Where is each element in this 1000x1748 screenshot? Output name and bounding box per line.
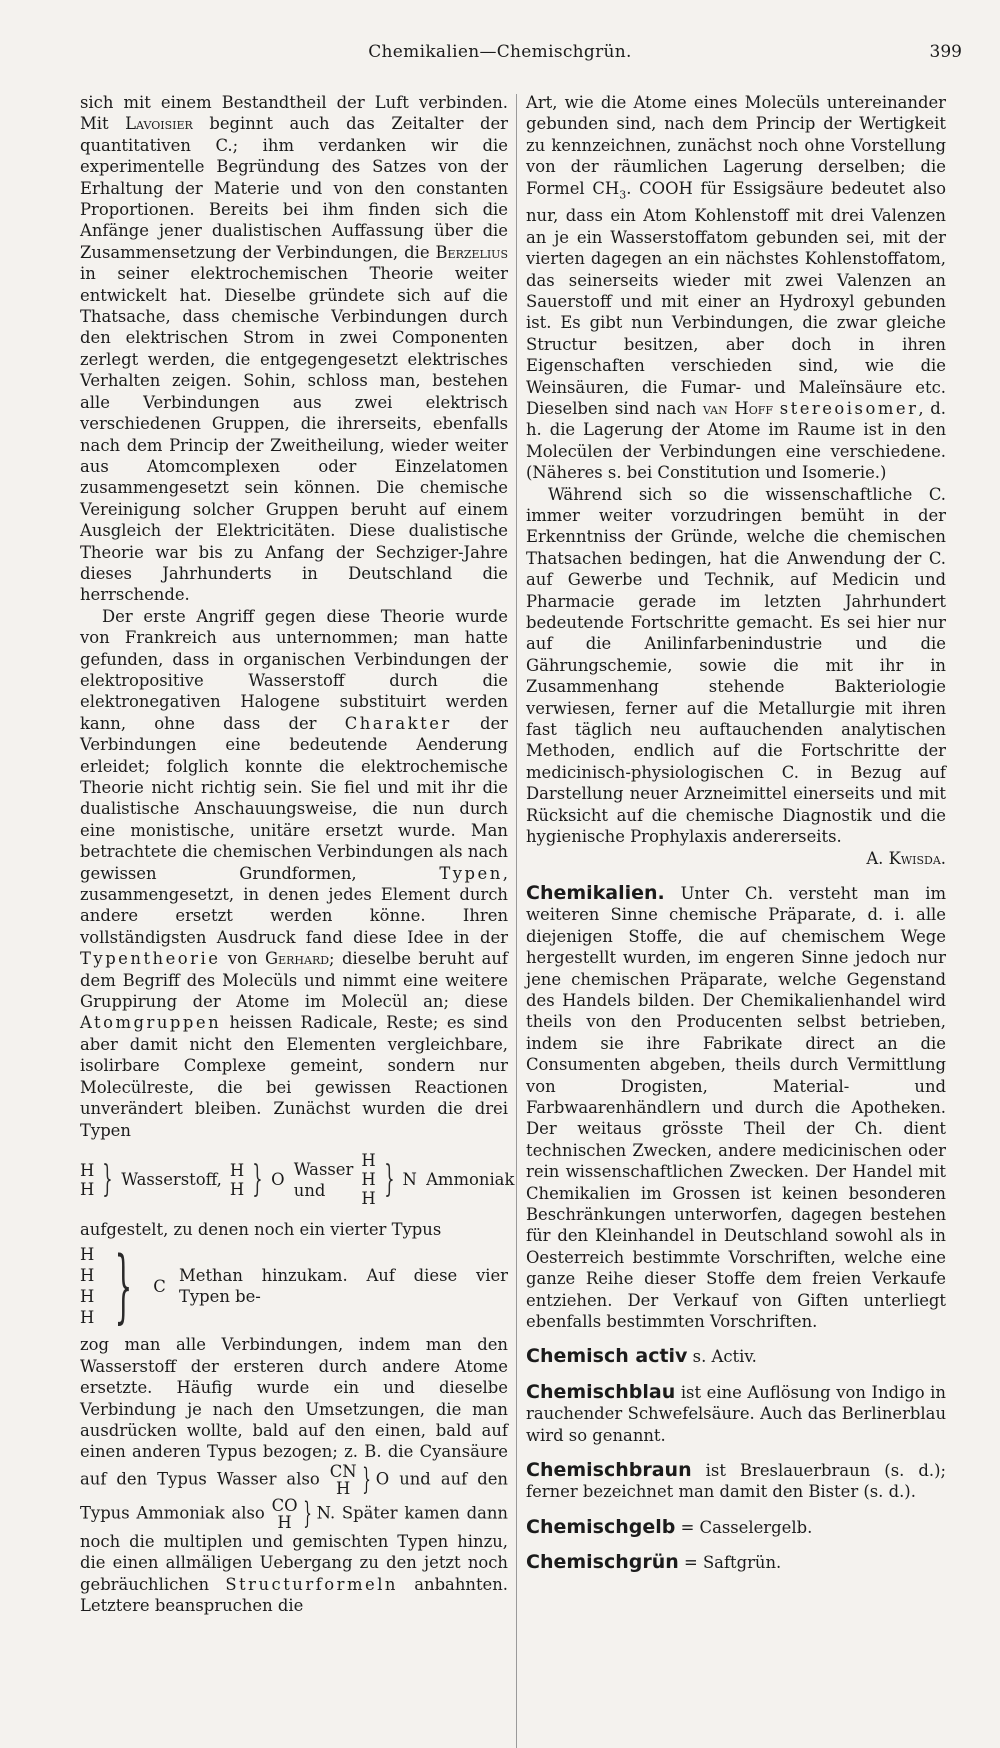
type-formulas: [80, 1147, 515, 1213]
paragraph: Während sich so die wissenschaftliche C. immer weiter vorzudringen bemüht in der Erkenntniss der Gründe, welche die chemischen Thatsachen bedingen, hat die Anwendung der C. auf Gewerbe und Technik, auf Medicin und Pharmacie gerade im letzten Jahrhundert bedeutende Fortschritte gemacht. Es sei hier nur auf die Anilinfarbenindustrie und die Gährungschemie, sowie die mit ihr in Zusammenhang stehende Bakteriologie verwiesen, ferner auf die Metallurgie mit ihren fast täglich neu auftauchenden analytischen Methoden, endlich auf die Fortschritte der medicinisch-physiologischen C. in Bezug auf Darstellung neuer Arzneimittel einerseits und mit Rücksicht auf die chemische Diagnostik und die hygienische Prophylaxis andererseits.: [526, 484, 946, 847]
formula-cyansaeure-ammoniak: CO H }: [271, 1495, 312, 1532]
author-name: Lavoisier: [125, 114, 193, 134]
formula-wasserstoff: H H } Wasserstoff,: [80, 1158, 222, 1200]
formula-wasser: H H } O Wasser und: [229, 1158, 354, 1200]
dictionary-entry: Chemischgelb = Casselergelb.: [526, 1515, 813, 1538]
paragraph: aufgestelt, zu denen noch ein vierter Typus: [80, 1219, 442, 1239]
page-number: 399: [929, 42, 962, 62]
right-column: [526, 92, 946, 1574]
running-head: Chemikalien—Chemischgrün.: [368, 42, 632, 62]
paragraph: Art, wie die Atome eines Molecüls untereinander gebunden sind, nach dem Princip der Wertigkeit zu kennzeichnen, zunächst noch ohne Vorstellung von der räumlichen Lagerung derselben; die Formel $CH_3$. COOH für Essigsäure bedeutet also nur, dass ein Atom Kohlenstoff mit drei Valenzen an je ein Wasserstoffatom gebunden sei, mit der vierten dagegen an ein nächstes Kohlenstoffatom, das seinerseits wieder mit zwei Valenzen an Sauerstoff und mit einer an Hydroxyl gebunden ist. Es gibt nun Verbindungen, die zwar gleiche Structur besitzen, aber doch in ihren Eigenschaften verschieden sind, wie die Weinsäuren, die Fumar- und Maleïnsäure etc. Dieselben sind nach van Hoff stereoisomer, d. h. die Lagerung der Atome im Raume ist in den Molecülen der Verbindungen eine verschiedene. (Näheres s. bei Constitution und Isomerie.): [526, 93, 946, 483]
paragraph: zog man alle Verbindungen, indem man den Wasserstoff der ersteren durch andere Atome ersetzte. Häufig wurde ein und dieselbe Verbindung je nach den Umsetzungen, die man ausdrücken wollte, bald auf den einen, bald auf einen anderen Typus bezogen; z. B. die Cyansäure auf den Typus Wasser also CN H } O und auf den Typus Ammoniak also CO H } N. Später kamen dann noch die multiplen und gemischten Typen hinzu, die einen allmäligen Uebergang zu den jetzt noch gebräuchlichen Structurformeln anbahnten. Letztere beanspruchen die: [80, 1335, 508, 1615]
author-signature: A. Kwisda.: [866, 848, 946, 868]
formula-cyansaeure-wasser: CN H }: [329, 1461, 371, 1498]
author-name: Gerhard: [265, 949, 330, 969]
dictionary-entry: Chemischblau ist eine Auflösung von Indigo in rauchender Schwefelsäure. Auch das Berlinerblau wird so genannt.: [526, 1380, 946, 1445]
dictionary-entry: Chemisch activ s. Activ.: [526, 1345, 757, 1368]
dictionary-entry: Chemikalien. Unter Ch. versteht man im weiteren Sinne chemische Präparate, d. i. alle diejenigen Stoffe, die auf chemischem Wege hergestellt wurden, im engeren Sinne jedoch nur jene chemischen Präparate, welche Gegenstand des Handels bilden. Der Chemikalienhandel wird theils von den Producenten selbst betrieben, indem sie ihre Fabrikate direct an die Consumenten abgeben, theils durch Vermittlung von Drogisten, Material- und Farbwaarenhändlern und durch die Apotheken. Der weitaus grösste Theil der Ch. dient technischen Zwecken, andere medicinischen oder rein wissenschaftlichen Zwecken. Der Handel mit Chemikalien im Grossen ist keinen besonderen Beschränkungen unterworfen, dagegen bestehen für den Kleinhandel in Deutschland sowohl als in Oesterreich bestimmte Vorschriften, welche eine ganze Reihe dieser Stoffe dem freien Verkaufe entziehen. Der Verkauf von Giften unterliegt ebenfalls bestimmten Vorschriften.: [526, 881, 946, 1332]
entry-title: Chemischbraun: [526, 1459, 692, 1482]
paragraph: sich mit einem Bestandtheil der Luft verbinden. Mit Lavoisier beginnt auch das Zeitalter der quantitativen C.; ihm verdanken wir die experimentelle Begründung des Satzes von der Erhaltung der Materie und von den constanten Proportionen. Bereits bei ihm finden sich die Anfänge jener dualistischen Auffassung über die Zusammensetzung der Verbindungen, die Berzelius in seiner elektrochemischen Theorie weiter entwickelt hat. Dieselbe gründete sich auf die Thatsache, dass chemische Verbindungen durch den elektrischen Strom in zwei Componenten zerlegt werden, die entgegengesetzt elektrisches Verhalten zeigen. Sohin, schloss man, bestehen alle Verbindungen aus zwei elektrisch verschiedenen Gruppen, die ihrerseits, ebenfalls nach dem Princip der Zweitheilung, wieder weiter aus Atomcomplexen oder Einzelatomen zusammengesetzt sein können. Die chemische Vereinigung solcher Gruppen beruht auf einem Ausgleich der Elektricitäten. Diese dualistische Theorie war bis zu Anfang der Sechziger-Jahre dieses Jahrhunderts in Deutschland die herrschende.: [80, 93, 508, 605]
formula-ammoniak: H H H } N Ammoniak: [361, 1151, 515, 1209]
dictionary-entry: Chemischgrün = Saftgrün.: [526, 1551, 782, 1574]
entry-title: Chemisch activ: [526, 1345, 688, 1368]
dictionary-entry: Chemischbraun ist Breslauerbraun (s. d.); ferner bezeichnet man damit den Bister (s. d.).: [526, 1459, 946, 1502]
formula-methan: H H H H } C Methan hinzukam. Auf diese vier Typen be-: [80, 1239, 508, 1333]
entry-title: Chemischgelb: [526, 1515, 676, 1538]
entry-title: Chemischblau: [526, 1380, 676, 1403]
left-column: [80, 92, 515, 1616]
paragraph: Der erste Angriff gegen diese Theorie wurde von Frankreich aus unternommen; man hatte gefunden, dass in organischen Verbindungen der elektropositive Wasserstoff durch die elektronegativen Halogene substituirt werden kann, ohne dass der Charakter der Verbindungen eine bedeutende Aenderung erleidet; folglich konnte die elektrochemische Theorie nicht richtig sein. Sie fiel und mit ihr die dualistische Anschauungsweise, die nun durch eine monistische, unitäre ersetzt wurde. Man betrachtete die chemischen Verbindungen als nach gewissen Grundformen, Typen, zusammengesetzt, in denen jedes Element durch andere ersetzt werden könne. Ihren vollständigsten Ausdruck fand diese Idee in der Typentheorie von Gerhard; dieselbe beruht auf dem Begriff des Molecüls und nimmt eine weitere Gruppirung der Atome im Molecül an; diese Atomgruppen heissen Radicale, Reste; es sind aber damit nicht den Elementen vergleichbare, isolirbare Complexe gemeint, sondern nur Molecülreste, die bei gewissen Reactionen unverändert bleiben. Zunächst wurden die drei Typen: [80, 606, 508, 1140]
author-name: Berzelius: [435, 242, 508, 262]
page-header: [0, 42, 1000, 72]
author-name: van Hoff: [702, 398, 774, 418]
entry-title: Chemischgrün: [526, 1551, 679, 1574]
column-divider: [516, 94, 517, 1748]
entry-title: Chemikalien.: [526, 881, 665, 904]
